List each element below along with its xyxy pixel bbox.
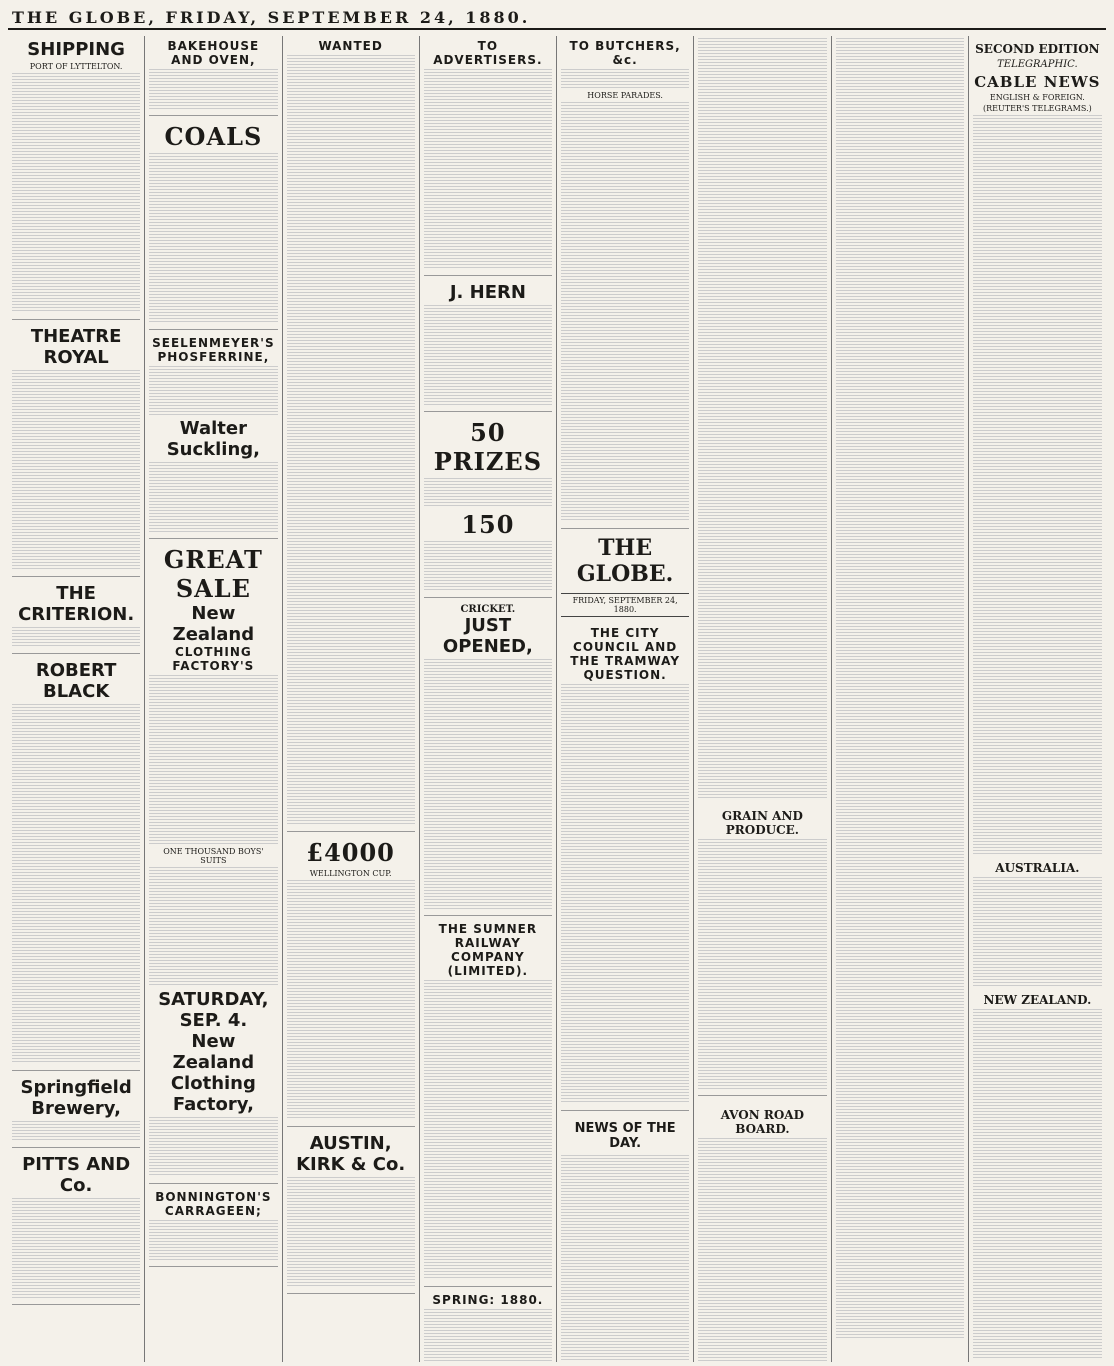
robert-black-title: ROBERT BLACK bbox=[35, 660, 117, 702]
hern-title: J. HERN bbox=[449, 282, 526, 303]
horse-parades-title: HORSE PARADES. bbox=[587, 91, 663, 100]
avon-article bbox=[698, 1099, 826, 1362]
bonnington-title: BONNINGTON'S CARRAGEEN; bbox=[155, 1190, 272, 1218]
robert-black-ad bbox=[12, 657, 140, 1071]
members-count: 150 bbox=[461, 510, 515, 539]
spring-text bbox=[424, 1309, 552, 1362]
criterion-subtitle bbox=[12, 627, 140, 647]
sumner-ad bbox=[424, 919, 552, 1287]
council-text bbox=[561, 684, 689, 1104]
butchers-ad bbox=[561, 36, 689, 529]
wanted-text bbox=[287, 55, 415, 825]
advertisers-text bbox=[424, 69, 552, 269]
walter-text bbox=[149, 462, 277, 532]
bakehouse-title: BAKEHOUSE AND OVEN, bbox=[167, 39, 260, 67]
column-7 bbox=[832, 36, 969, 1362]
column-3 bbox=[283, 36, 420, 1362]
suits-text bbox=[149, 867, 277, 987]
nz-text bbox=[973, 1009, 1102, 1359]
reuters-title: (REUTER'S TELEGRAMS.) bbox=[983, 104, 1092, 113]
austin-kirk-text bbox=[287, 1177, 415, 1287]
shipping-section bbox=[12, 36, 140, 320]
wellington-cup: WELLINGTON CUP. bbox=[309, 869, 392, 878]
nz-title: New Zealand bbox=[172, 603, 255, 645]
springfield-title: Springfield Brewery, bbox=[20, 1077, 132, 1119]
grain-article bbox=[698, 800, 826, 1096]
column-4 bbox=[420, 36, 557, 1362]
bakehouse-ad bbox=[149, 36, 277, 116]
bakehouse-text bbox=[149, 69, 277, 109]
great-sale-ad bbox=[149, 542, 277, 1184]
hern-text bbox=[424, 305, 552, 405]
second-edition-title: SECOND EDITION bbox=[975, 42, 1100, 56]
column-5 bbox=[557, 36, 694, 1362]
news-title: NEWS OF THE DAY. bbox=[574, 1121, 676, 1151]
sumner-text bbox=[424, 980, 552, 1280]
walter-suckling: Walter Suckling, bbox=[166, 418, 261, 460]
australia-title: AUSTRALIA. bbox=[995, 861, 1080, 875]
prizes-text bbox=[424, 478, 552, 508]
sweep-text bbox=[287, 880, 415, 1120]
column-1 bbox=[8, 36, 145, 1362]
cable-text bbox=[973, 115, 1102, 855]
saturday-title: SATURDAY, SEP. 4. bbox=[158, 989, 269, 1031]
australia-text bbox=[973, 877, 1102, 987]
columns bbox=[8, 36, 1106, 1362]
robert-black-text bbox=[12, 704, 140, 1064]
telegraphic-title: TELEGRAPHIC. bbox=[997, 59, 1078, 70]
great-sale-text bbox=[149, 675, 277, 845]
shipping-text bbox=[12, 73, 140, 313]
column-2 bbox=[145, 36, 282, 1362]
theatre-ad bbox=[12, 323, 140, 577]
cricket-title: CRICKET. bbox=[460, 604, 516, 615]
pitts-text bbox=[12, 1198, 140, 1298]
springfield-text bbox=[12, 1121, 140, 1141]
avon-title: AVON ROAD BOARD. bbox=[720, 1108, 805, 1136]
shipping-heading: SHIPPING bbox=[27, 39, 125, 60]
wanted-heading: WANTED bbox=[318, 39, 383, 53]
members-text bbox=[424, 541, 552, 591]
nz-section-title: NEW ZEALAND. bbox=[983, 993, 1092, 1007]
globe-date: FRIDAY, SEPTEMBER 24, 1880. bbox=[561, 593, 689, 617]
port-heading: PORT OF LYTTELTON. bbox=[29, 62, 123, 71]
pitts-ad bbox=[12, 1151, 140, 1305]
austin-kirk-title: AUSTIN, KIRK & Co. bbox=[296, 1133, 406, 1175]
criterion-ad bbox=[12, 580, 140, 654]
sumner-title: THE SUMNER RAILWAY COMPANY (LIMITED). bbox=[438, 922, 538, 978]
coals-title: COALS bbox=[164, 122, 263, 151]
prizes-title: 50 PRIZES bbox=[433, 418, 543, 476]
spring-title: SPRING: 1880. bbox=[432, 1293, 544, 1307]
globe-title: THE GLOBE. bbox=[576, 535, 674, 587]
hern-ad bbox=[424, 279, 552, 412]
springfield-ad bbox=[12, 1074, 140, 1148]
column-6 bbox=[694, 36, 831, 1362]
column-8 bbox=[969, 36, 1106, 1362]
theatre-title: THEATRE ROYAL bbox=[30, 326, 122, 368]
coals-text bbox=[149, 153, 277, 323]
grain-title: GRAIN AND PRODUCE. bbox=[721, 809, 803, 837]
prizes-ad bbox=[424, 415, 552, 598]
wanted-ads bbox=[287, 36, 415, 832]
masthead-title: THE GLOBE, FRIDAY, SEPTEMBER 24, 1880. bbox=[12, 7, 531, 27]
cricket-text bbox=[424, 659, 552, 909]
bonnington-ad bbox=[149, 1187, 277, 1267]
bonnington-text bbox=[149, 1220, 277, 1260]
theatre-text bbox=[12, 370, 140, 570]
english-foreign-title: ENGLISH & FOREIGN. bbox=[989, 93, 1085, 102]
advertisers-ad bbox=[424, 36, 552, 276]
council-title: THE CITY COUNCIL AND THE TRAMWAY QUESTION. bbox=[570, 626, 681, 682]
coals-ad bbox=[149, 119, 277, 330]
factory-text bbox=[149, 1117, 277, 1177]
great-sale-title: GREAT SALE bbox=[163, 545, 263, 603]
seelenmeyer-ad bbox=[149, 333, 277, 539]
pitts-title: PITTS AND Co. bbox=[22, 1154, 131, 1196]
criterion-title: THE CRITERION. bbox=[18, 583, 135, 625]
sweep-amount: £4000 bbox=[306, 838, 395, 867]
clothing-title: CLOTHING FACTORY'S bbox=[172, 645, 255, 673]
just-opened-title: JUST OPENED, bbox=[442, 615, 533, 657]
seelenmeyer-text bbox=[149, 366, 277, 416]
grain-text bbox=[698, 839, 826, 1089]
sweep-ad bbox=[287, 835, 415, 1127]
butchers-title: TO BUTCHERS, &c. bbox=[569, 39, 681, 67]
butchers-text bbox=[561, 69, 689, 89]
seelenmeyer-title: SEELENMEYER'S PHOSFERRINE, bbox=[152, 336, 275, 364]
news-text bbox=[561, 1155, 689, 1362]
masthead bbox=[8, 6, 1106, 30]
notices-text bbox=[561, 102, 689, 522]
column7-text bbox=[836, 38, 964, 1338]
advertisers-title: TO ADVERTISERS. bbox=[433, 39, 543, 67]
austin-kirk-ad bbox=[287, 1130, 415, 1294]
cable-news-title: CABLE NEWS bbox=[974, 73, 1101, 91]
news-article bbox=[561, 1114, 689, 1362]
spring-ad bbox=[424, 1290, 552, 1362]
nz-factory-title: New Zealand Clothing Factory, bbox=[170, 1031, 256, 1115]
cricket-ad bbox=[424, 601, 552, 916]
news-continued bbox=[698, 38, 826, 798]
council-article bbox=[561, 623, 689, 1111]
avon-text bbox=[698, 1138, 826, 1362]
boys-suits: ONE THOUSAND BOYS' SUITS bbox=[163, 847, 264, 865]
